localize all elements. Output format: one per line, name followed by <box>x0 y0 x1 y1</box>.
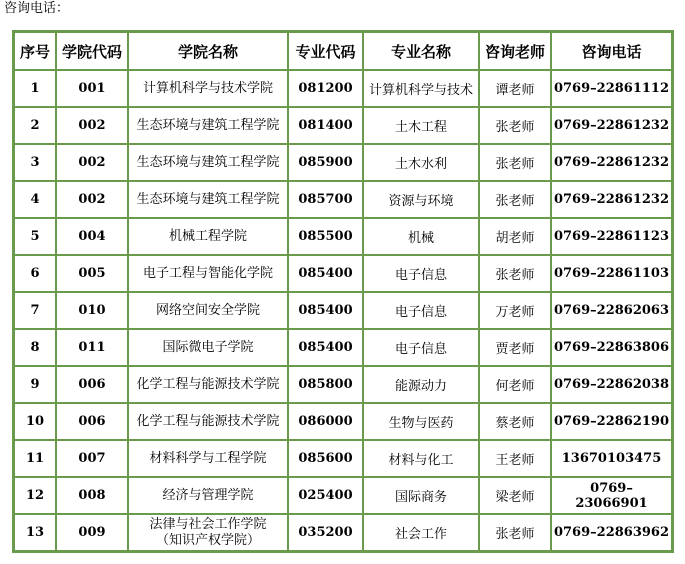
cell-teacher: 蔡老师 <box>479 403 551 440</box>
cell-major-code: 085900 <box>288 144 363 181</box>
cell-college-code: 001 <box>56 70 128 107</box>
cell-major-name: 材料与化工 <box>363 440 479 477</box>
cell-college-code: 006 <box>56 366 128 403</box>
contact-table <box>12 30 674 553</box>
header-cell-index: 序号 <box>14 32 56 70</box>
table-row <box>14 403 672 440</box>
cell-college-name: 化学工程与能源技术学院 <box>128 366 288 403</box>
cell-college-name: 电子工程与智能化学院 <box>128 255 288 292</box>
cell-college-code: 009 <box>56 514 128 551</box>
cell-teacher: 胡老师 <box>479 218 551 255</box>
cell-teacher: 张老师 <box>479 514 551 551</box>
cell-major-code: 085500 <box>288 218 363 255</box>
cell-phone: 0769–22862038 <box>551 366 672 403</box>
cell-major-name: 电子信息 <box>363 292 479 329</box>
cell-index: 10 <box>14 403 56 440</box>
cell-index: 11 <box>14 440 56 477</box>
cell-college-name: 国际微电子学院 <box>128 329 288 366</box>
cell-college-name: 生态环境与建筑工程学院 <box>128 144 288 181</box>
cell-college-code: 007 <box>56 440 128 477</box>
table-row <box>14 218 672 255</box>
cell-college-name: 经济与管理学院 <box>128 477 288 514</box>
cell-college-code: 006 <box>56 403 128 440</box>
cell-major-code: 081400 <box>288 107 363 144</box>
cell-major-code: 085400 <box>288 255 363 292</box>
cell-major-code: 081200 <box>288 70 363 107</box>
cell-phone: 0769–22861232 <box>551 144 672 181</box>
cell-phone: 0769–22862063 <box>551 292 672 329</box>
cell-major-name: 电子信息 <box>363 255 479 292</box>
cell-college-name: 生态环境与建筑工程学院 <box>128 107 288 144</box>
cell-college-name: 化学工程与能源技术学院 <box>128 403 288 440</box>
header-cell-college-code: 学院代码 <box>56 32 128 70</box>
cell-index: 1 <box>14 70 56 107</box>
cell-teacher: 张老师 <box>479 144 551 181</box>
header-cell-teacher: 咨询老师 <box>479 32 551 70</box>
college-name-line: 法律与社会工作学院 <box>149 516 267 532</box>
page-caption: 咨询电话： <box>4 1 70 16</box>
table-row <box>14 440 672 477</box>
cell-index: 12 <box>14 477 56 514</box>
table-row <box>14 255 672 292</box>
cell-major-name: 资源与环境 <box>363 181 479 218</box>
cell-index: 7 <box>14 292 56 329</box>
table-row <box>14 329 672 366</box>
cell-college-name: 网络空间安全学院 <box>128 292 288 329</box>
cell-major-code: 085400 <box>288 329 363 366</box>
cell-teacher: 张老师 <box>479 181 551 218</box>
cell-teacher: 何老师 <box>479 366 551 403</box>
cell-phone: 0769–22862190 <box>551 403 672 440</box>
cell-phone: 0769–22861232 <box>551 107 672 144</box>
cell-major-name: 机械 <box>363 218 479 255</box>
header-cell-phone: 咨询电话 <box>551 32 672 70</box>
cell-phone: 0769–22861112 <box>551 70 672 107</box>
cell-teacher: 贾老师 <box>479 329 551 366</box>
cell-phone: 0769–22863806 <box>551 329 672 366</box>
cell-major-name: 社会工作 <box>363 514 479 551</box>
cell-college-code: 005 <box>56 255 128 292</box>
cell-teacher: 谭老师 <box>479 70 551 107</box>
cell-phone: 0769– 23066901 <box>551 477 672 514</box>
cell-major-name: 土木工程 <box>363 107 479 144</box>
cell-phone: 0769–22863962 <box>551 514 672 551</box>
cell-index: 2 <box>14 107 56 144</box>
table-row <box>14 70 672 107</box>
college-name-line: （知识产权学院） <box>155 532 260 548</box>
cell-major-code: 085700 <box>288 181 363 218</box>
cell-teacher: 张老师 <box>479 255 551 292</box>
cell-index: 4 <box>14 181 56 218</box>
table-row <box>14 477 672 514</box>
cell-major-name: 电子信息 <box>363 329 479 366</box>
cell-college-code: 011 <box>56 329 128 366</box>
cell-college-code: 008 <box>56 477 128 514</box>
table-row <box>14 181 672 218</box>
cell-college-name: 计算机科学与技术学院 <box>128 70 288 107</box>
table-row <box>14 514 672 551</box>
cell-major-code: 085400 <box>288 292 363 329</box>
header-cell-college-name: 学院名称 <box>128 32 288 70</box>
cell-phone: 0769–22861123 <box>551 218 672 255</box>
table-row <box>14 292 672 329</box>
table-row <box>14 366 672 403</box>
cell-major-code: 086000 <box>288 403 363 440</box>
cell-phone: 13670103475 <box>551 440 672 477</box>
cell-index: 6 <box>14 255 56 292</box>
cell-major-name: 计算机科学与技术 <box>363 70 479 107</box>
cell-phone: 0769–22861103 <box>551 255 672 292</box>
cell-index: 9 <box>14 366 56 403</box>
cell-major-code: 085800 <box>288 366 363 403</box>
cell-teacher: 万老师 <box>479 292 551 329</box>
header-row <box>14 32 672 70</box>
cell-college-code: 004 <box>56 218 128 255</box>
cell-college-name: 机械工程学院 <box>128 218 288 255</box>
cell-phone: 0769–22861232 <box>551 181 672 218</box>
cell-major-name: 土木水利 <box>363 144 479 181</box>
cell-college-name: 生态环境与建筑工程学院 <box>128 181 288 218</box>
cell-major-name: 国际商务 <box>363 477 479 514</box>
table-row <box>14 144 672 181</box>
cell-teacher: 张老师 <box>479 107 551 144</box>
cell-teacher: 梁老师 <box>479 477 551 514</box>
cell-teacher: 王老师 <box>479 440 551 477</box>
cell-major-code: 035200 <box>288 514 363 551</box>
cell-major-code: 025400 <box>288 477 363 514</box>
cell-college-code: 002 <box>56 144 128 181</box>
cell-major-code: 085600 <box>288 440 363 477</box>
cell-college-name <box>128 514 288 551</box>
header-cell-major-code: 专业代码 <box>288 32 363 70</box>
cell-college-name: 材料科学与工程学院 <box>128 440 288 477</box>
cell-major-name: 生物与医药 <box>363 403 479 440</box>
table-row <box>14 107 672 144</box>
cell-major-name: 能源动力 <box>363 366 479 403</box>
cell-index: 8 <box>14 329 56 366</box>
cell-college-code: 002 <box>56 181 128 218</box>
cell-index: 3 <box>14 144 56 181</box>
cell-index: 5 <box>14 218 56 255</box>
header-cell-major-name: 专业名称 <box>363 32 479 70</box>
cell-index: 13 <box>14 514 56 551</box>
cell-college-code: 010 <box>56 292 128 329</box>
cell-college-code: 002 <box>56 107 128 144</box>
